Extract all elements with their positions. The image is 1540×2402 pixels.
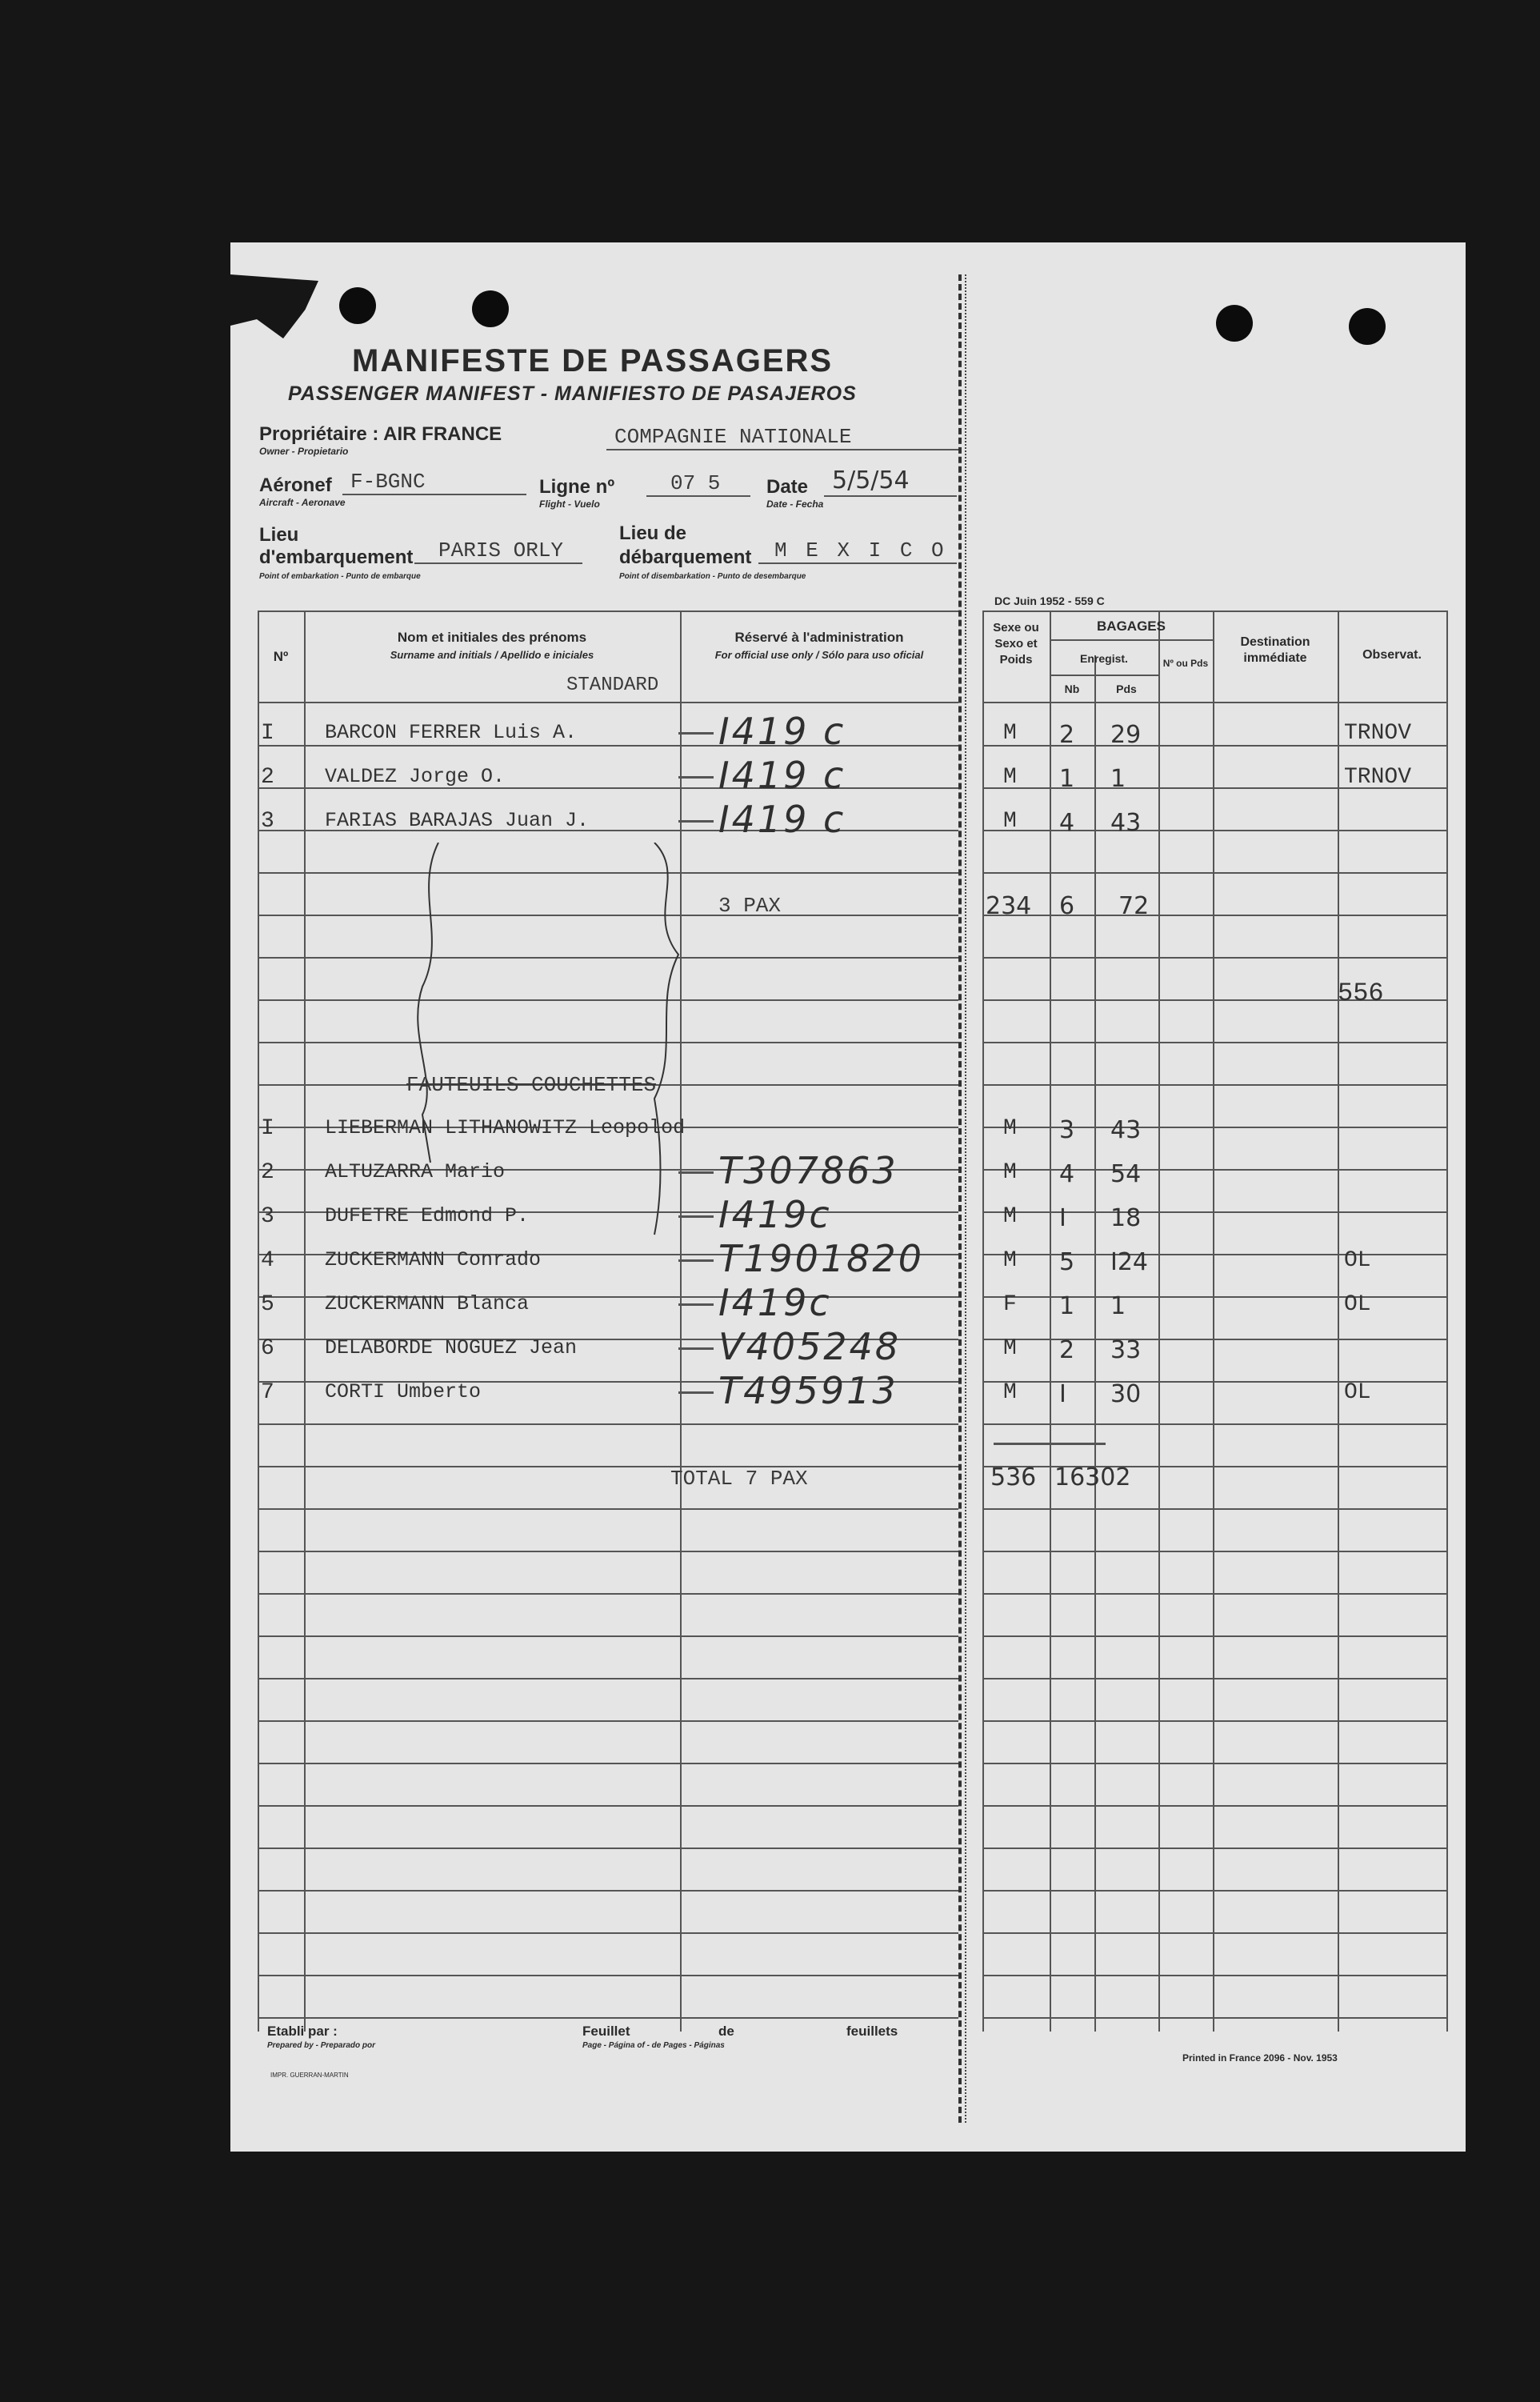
passenger-sex: M [1003,1248,1017,1273]
admin-dash [678,1303,714,1306]
admin-dash [678,776,714,779]
embark-value: PARIS ORLY [438,538,564,562]
row-rule [258,1763,958,1764]
baggage-weight: 18 [1110,1204,1142,1232]
col-admin: Réservé à l'administration [734,630,904,645]
baggage-count: 5 [1059,1248,1075,1276]
passenger-sex: M [1003,1336,1017,1361]
passenger-name: LIEBERMAN LITHANOWITZ Leopolod [325,1116,686,1139]
row-rule [982,1084,1446,1086]
row-rule [982,1423,1446,1425]
row-rule [982,1635,1446,1637]
row-rule [982,1890,1446,1892]
passenger-sex: M [1003,1380,1017,1405]
margin-note: 556 [1338,979,1384,1008]
subtotal-nb: 6 [1059,892,1075,920]
row-rule [982,1254,1446,1255]
admin-dash [678,1391,714,1394]
passenger-name: BARCON FERRER Luis A. [325,721,578,744]
embark-label-2: d'embarquement [259,546,414,568]
passenger-name: CORTI Umberto [325,1380,482,1403]
torn-corner [230,274,318,338]
baggage-weight: 33 [1110,1336,1142,1364]
row-rule [982,872,1446,874]
col-name-sub: Surname and initials / Apellido e iniciales [390,649,594,661]
sheet-sub: Page - Página of - de Pages - Páginas [582,2041,725,2050]
baggage-weight: 54 [1110,1160,1142,1188]
passenger-name: DELABORDE NOGUEZ Jean [325,1336,578,1359]
flight-label: Ligne nº [539,476,615,498]
col-destination: Destination immédiate [1240,635,1310,665]
admin-code: I419 c [718,754,846,797]
row-number: 4 [261,1248,274,1273]
aircraft-label: Aéronef [259,474,332,496]
admin-dash [678,1259,714,1262]
row-rule [982,1339,1446,1340]
row-rule [982,1763,1446,1764]
row-rule [982,1805,1446,1807]
baggage-count: 1 [1059,765,1075,793]
observation: TRNOV [1344,721,1412,746]
perforation-line [958,274,962,2123]
disembark-value: M E X I C O [774,538,947,562]
row-rule [982,915,1446,916]
admin-code: T307863 [718,1149,898,1192]
prepared-label: Etabli par : [267,2024,338,2039]
row-rule [982,1296,1446,1298]
flight-value: 07 5 [670,471,721,495]
col-bagages: BAGAGES [1097,619,1166,634]
admin-dash [678,820,714,823]
baggage-count: I [1059,1204,1066,1232]
passenger-name: DUFETRE Edmond P. [325,1204,530,1227]
baggage-count: 1 [1059,1292,1075,1320]
row-number: 3 [261,809,274,834]
passenger-name: ALTUZARRA Mario [325,1160,506,1183]
row-number: 7 [261,1380,274,1405]
punch-hole [339,287,376,324]
subtotal-label: 3 PAX [718,894,782,918]
passenger-sex: M [1003,1116,1017,1141]
manifest-sheet [230,242,1466,2152]
col-nb: Nb [1064,683,1080,695]
passenger-sex: M [1003,721,1017,746]
total-bags: 16302 [1054,1463,1131,1491]
embark-label: Lieu [259,524,299,546]
row-rule [258,1466,958,1467]
total-weight: 536 [990,1463,1037,1491]
row-rule [982,1466,1446,1467]
row-rule [982,1932,1446,1934]
sheet-of: de [718,2024,734,2039]
row-number: 6 [261,1336,274,1361]
row-rule [258,1848,958,1849]
row-rule [258,2017,958,2019]
row-rule [982,830,1446,831]
row-rule [982,1678,1446,1679]
row-rule [258,1720,958,1722]
standard-label: STANDARD [566,675,659,696]
row-rule [258,1805,958,1807]
date-value: 5/5/54 [832,466,910,494]
row-rule [982,1720,1446,1722]
manifest-title: MANIFESTE DE PASSAGERS [352,343,834,378]
admin-dash [678,732,714,735]
owner-value: COMPAGNIE NATIONALE [614,425,852,449]
baggage-count: I [1059,1380,1066,1408]
baggage-weight: 43 [1110,809,1142,837]
col-observ: Observat. [1362,648,1422,662]
row-rule [982,1211,1446,1213]
baggage-count: 2 [1059,1336,1075,1364]
baggage-count: 4 [1059,1160,1075,1188]
fauteuils-label: FAUTEUILS COUCHETTES [406,1073,657,1097]
date-label: Date [766,476,809,498]
row-rule [982,957,1446,959]
baggage-count: 3 [1059,1116,1075,1144]
passenger-name: ZUCKERMANN Conrado [325,1248,542,1271]
subtotal-weight: 234 [986,892,1032,920]
owner-label: Propriétaire : AIR FRANCE [259,423,502,445]
observation: OL [1344,1292,1371,1317]
row-number: 3 [261,1204,274,1229]
baggage-weight: 30 [1110,1380,1142,1408]
total-label: TOTAL 7 PAX [670,1467,808,1491]
row-rule [982,1127,1446,1128]
admin-code: I419c [718,1193,832,1236]
printed-note: Printed in France 2096 - Nov. 1953 [1182,2052,1338,2064]
col-no: Nº [273,649,289,664]
passenger-name: ZUCKERMANN Blanca [325,1292,530,1315]
baggage-weight: 1 [1110,1292,1126,1320]
row-rule [258,1593,958,1595]
row-rule [982,1508,1446,1510]
admin-code: I419 c [718,710,846,753]
row-number: 2 [261,765,274,790]
admin-code: V405248 [718,1325,902,1368]
baggage-count: 4 [1059,809,1075,837]
row-rule [258,745,958,747]
col-registered: Enregist. [1080,652,1128,665]
passenger-sex: M [1003,1204,1017,1229]
prepared-sub: Prepared by - Preparado por [267,2041,376,2050]
baggage-weight: I24 [1110,1248,1149,1276]
perforation-line [965,274,966,2123]
passenger-name: VALDEZ Jorge O. [325,765,506,788]
col-no-ou: Nº ou Pds [1162,658,1209,669]
row-rule [258,1975,958,1976]
observation: OL [1344,1380,1371,1405]
row-rule [258,1932,958,1934]
col-name: Nom et initiales des prénoms [397,630,587,645]
subtotal-pds: 72 [1118,892,1150,920]
embark-sub: Point of embarkation - Punto de embarque [259,572,421,581]
col-admin-sub: For official use only / Sólo para uso oficial [714,649,924,661]
passenger-sex: M [1003,765,1017,790]
baggage-weight: 43 [1110,1116,1142,1144]
admin-dash [678,1347,714,1350]
aircraft-value: F-BGNC [350,470,426,494]
row-number: I [261,721,274,746]
punch-hole [472,290,509,327]
row-rule [982,1848,1446,1849]
baggage-count: 2 [1059,721,1075,749]
passenger-sex: M [1003,809,1017,834]
row-number: I [261,1116,274,1141]
row-rule [258,1508,958,1510]
row-rule [982,1381,1446,1383]
row-rule [258,1423,958,1425]
admin-code: T1901820 [718,1237,924,1280]
row-number: 2 [261,1160,274,1185]
baggage-weight: 1 [1110,765,1126,793]
row-rule [982,1169,1446,1171]
row-rule [982,1975,1446,1976]
row-rule [982,1042,1446,1043]
row-rule [258,1678,958,1679]
manifest-subtitle: PASSENGER MANIFEST - MANIFIESTO DE PASAJEROS [288,382,857,405]
admin-dash [678,1215,714,1218]
punch-hole [1349,308,1386,345]
admin-code: I419 c [718,798,846,841]
aircraft-sub: Aircraft - Aeronave [259,497,346,508]
form-reference: DC Juin 1952 - 559 C [994,594,1105,607]
row-rule [258,1635,958,1637]
disembark-sub: Point of disembarkation - Punto de desembarque [619,572,806,581]
passenger-sex: M [1003,1160,1017,1185]
observation: TRNOV [1344,765,1412,790]
passenger-name: FARIAS BARAJAS Juan J. [325,809,590,832]
row-rule [258,1551,958,1552]
punch-hole [1216,305,1253,342]
col-pds: Pds [1116,683,1137,695]
observation: OL [1344,1248,1371,1273]
col-sex: Sexe ou Sexo et Poids [993,621,1039,667]
baggage-weight: 29 [1110,721,1142,749]
admin-code: T495913 [718,1369,898,1412]
sheet-label: Feuillet [582,2024,630,2039]
sheet-pages: feuillets [846,2024,898,2039]
row-rule [258,1890,958,1892]
row-rule [982,2017,1446,2019]
passenger-sex: F [1003,1292,1017,1317]
disembark-label: Lieu de [619,522,687,544]
owner-sub: Owner - Propietario [259,446,349,457]
row-rule [982,1593,1446,1595]
disembark-label-2: débarquement [619,546,752,568]
flight-sub: Flight - Vuelo [539,498,600,510]
admin-code: I419c [718,1281,832,1324]
printer-credit: IMPR. GUERRAN-MARTIN [270,2072,349,2079]
row-rule [982,1551,1446,1552]
row-number: 5 [261,1292,274,1317]
date-sub: Date - Fecha [766,498,824,510]
admin-dash [678,1171,714,1174]
